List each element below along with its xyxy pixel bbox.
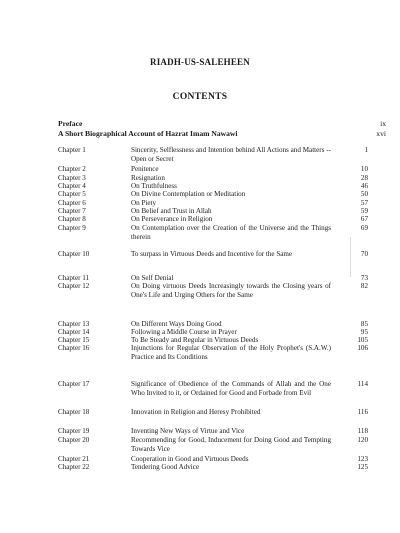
chapter-label: Chapter 16 xyxy=(58,344,90,352)
book-title: RIADH-US-SALEHEEN xyxy=(150,57,250,67)
chapter-label: Chapter 14 xyxy=(58,328,90,336)
front-matter-biography xyxy=(58,129,386,138)
chapter-label: Chapter 18 xyxy=(58,408,90,416)
contents-heading: CONTENTS xyxy=(172,92,228,102)
chapter-label: Chapter 7 xyxy=(58,207,86,215)
chapter-label: Chapter 19 xyxy=(58,427,90,435)
chapter-title: On Doing virtuous Deeds Increasingly towards the Closing years of One's Life and Urging Others for the Same xyxy=(131,282,331,299)
chapter-page-number: 67 xyxy=(360,215,368,223)
chapter-label: Chapter 22 xyxy=(58,463,90,471)
chapter-page-number: 106 xyxy=(357,344,368,352)
chapter-title: Sincerity, Selflessness and Intention behind All Actions and Matters -- Open or Secret xyxy=(131,146,331,163)
chapter-label: Chapter 6 xyxy=(58,199,86,207)
chapter-label: Chapter 10 xyxy=(58,250,90,258)
chapter-page-number: 10 xyxy=(360,165,368,173)
chapter-title: Resignation xyxy=(131,174,165,182)
chapter-title: Cooperation in Good and Virtuous Deeds xyxy=(131,455,249,463)
chapter-title: Injunctions for Regular Observation of the Holy Prophet's (S.A.W.) Practice and Its Conditions xyxy=(131,344,331,361)
chapter-title: On Divine Contemplation or Meditation xyxy=(131,190,246,198)
chapter-page-number: 123 xyxy=(357,455,368,463)
chapter-page-number: 50 xyxy=(360,190,368,198)
chapter-label: Chapter 12 xyxy=(58,282,90,290)
chapter-page-number: 28 xyxy=(360,174,368,182)
chapter-label: Chapter 4 xyxy=(58,182,86,190)
chapter-page-number: 59 xyxy=(360,207,368,215)
chapter-page-number: 82 xyxy=(360,282,368,290)
chapter-page-number: 95 xyxy=(360,328,368,336)
front-matter-title: A Short Biographical Account of Hazrat Imam Nawawi xyxy=(58,129,238,138)
chapter-label: Chapter 3 xyxy=(58,174,86,182)
chapter-page-number: 114 xyxy=(357,380,368,388)
chapter-title: On Piety xyxy=(131,199,157,207)
chapter-label: Chapter 17 xyxy=(58,380,90,388)
chapter-label: Chapter 15 xyxy=(58,336,90,344)
chapter-page-number: 69 xyxy=(360,224,368,232)
chapter-title: Significance of Obedience of the Commands of Allah and the One Who Invited to it, or Ordained for Good and Forbade from Evil xyxy=(131,380,331,397)
chapter-page-number: 1 xyxy=(364,146,368,154)
chapter-label: Chapter 9 xyxy=(58,224,86,232)
chapter-title: Inventing New Ways of Virtue and Vice xyxy=(131,427,245,435)
chapter-page-number: 57 xyxy=(360,199,368,207)
chapter-page-number: 46 xyxy=(360,182,368,190)
chapter-title: On Self Denial xyxy=(131,274,174,282)
chapter-page-number: 85 xyxy=(360,320,368,328)
chapter-page-number: 120 xyxy=(357,436,368,444)
chapter-title: Following a Middle Course in Prayer xyxy=(131,328,237,336)
chapter-label: Chapter 20 xyxy=(58,436,90,444)
chapter-label: Chapter 5 xyxy=(58,190,86,198)
chapter-title: Innovation in Religion and Heresy Prohibited xyxy=(131,408,261,416)
chapter-page-number: 118 xyxy=(357,427,368,435)
chapter-page-number: 125 xyxy=(357,463,368,471)
chapter-page-number: 70 xyxy=(360,250,368,258)
chapter-title: Tendering Good Advice xyxy=(131,463,200,471)
chapter-title: To surpass in Virtuous Deeds and Incentive for the Same xyxy=(131,250,293,258)
chapter-label: Chapter 11 xyxy=(58,274,90,282)
chapter-page-number: 105 xyxy=(357,336,368,344)
chapter-label: Chapter 8 xyxy=(58,215,86,223)
chapter-label: Chapter 2 xyxy=(58,165,86,173)
chapter-label: Chapter 1 xyxy=(58,146,86,154)
front-matter-preface xyxy=(58,119,386,128)
chapter-page-number: 116 xyxy=(357,408,368,416)
front-matter-page: ix xyxy=(380,119,386,128)
chapter-title: Penitence xyxy=(131,165,159,173)
chapter-label: Chapter 13 xyxy=(58,320,90,328)
chapter-title: On Truthfulness xyxy=(131,182,177,190)
chapter-title: On Belief and Trust in Allah xyxy=(131,207,212,215)
chapter-title: To Be Steady and Regular in Virtuous Deeds xyxy=(131,336,259,344)
chapter-page-number: 73 xyxy=(360,274,368,282)
front-matter-title: Preface xyxy=(58,119,83,128)
chapter-title: On Different Ways Doing Good xyxy=(131,320,222,328)
front-matter-page: xvi xyxy=(376,129,386,138)
chapter-title: On Contemplation over the Creation of the Universe and the Things therein xyxy=(131,224,331,241)
chapter-title: On Perseverance in Religion xyxy=(131,215,213,223)
chapter-title: Recommending for Good, Inducement for Doing Good and Tempting Towards Vice xyxy=(131,436,331,453)
chapter-label: Chapter 21 xyxy=(58,455,90,463)
page-fold-mark xyxy=(326,237,351,277)
